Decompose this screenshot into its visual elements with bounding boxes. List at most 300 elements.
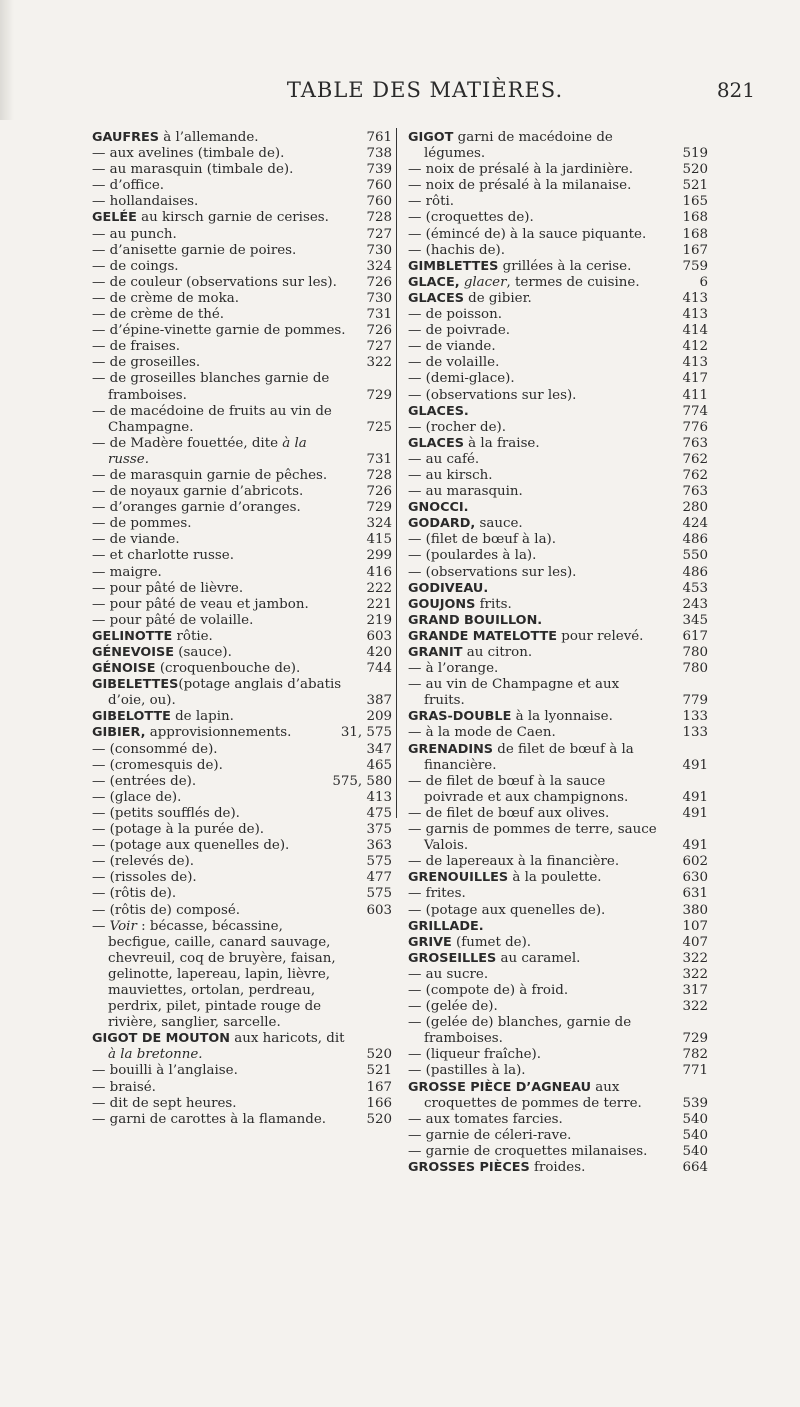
index-entry-label: — (filet de bœuf à la). xyxy=(408,532,557,548)
index-entry-heading: GODIVEAU. xyxy=(408,580,489,596)
index-entry-label: — de poisson. xyxy=(408,307,503,323)
index-entry xyxy=(92,194,392,210)
index-entry-page-ref: 411 xyxy=(682,387,708,403)
index-entry-label: — au punch. xyxy=(92,226,177,242)
index-entry-page-ref: 730 xyxy=(366,290,392,306)
index-entry-text xyxy=(92,886,348,902)
index-entry-heading: GROSSE PIÈCE D’AGNEAU xyxy=(408,1079,592,1095)
index-entry-text xyxy=(408,774,664,806)
index-entry-text xyxy=(408,870,664,886)
index-entry xyxy=(92,339,392,355)
index-entry-text xyxy=(408,645,664,661)
page-number: 821 xyxy=(716,78,755,102)
index-entry-page-ref: 413 xyxy=(682,307,708,323)
index-entry-text xyxy=(92,774,348,790)
index-entry-page-ref: 602 xyxy=(682,854,708,870)
index-entry-label: — de marasquin garnie de pêches. xyxy=(92,467,328,483)
index-entry-page-ref: 729 xyxy=(366,500,392,516)
index-entry xyxy=(408,983,708,999)
index-entry xyxy=(92,806,392,822)
index-entry-label: — au café. xyxy=(408,451,480,467)
index-entry-page-ref: 759 xyxy=(682,258,708,274)
index-entry-text xyxy=(92,323,348,339)
index-entry-page-ref: 165 xyxy=(682,194,708,210)
index-entry-text xyxy=(408,1047,664,1063)
index-entry xyxy=(92,581,392,597)
index-entry xyxy=(92,725,392,741)
index-entry-page-ref: 731 xyxy=(366,451,392,467)
index-entry-text xyxy=(408,983,664,999)
index-entry-text xyxy=(408,339,664,355)
index-entry-text xyxy=(408,307,664,323)
index-entry xyxy=(408,1080,708,1112)
index-entry-label: approvisionnements. xyxy=(145,725,292,741)
index-entry-text xyxy=(408,725,664,741)
index-entry xyxy=(408,371,708,387)
index-entry xyxy=(92,275,392,291)
index-entry-page-ref: 243 xyxy=(682,596,708,612)
index-entry-text xyxy=(408,210,664,226)
index-entry-page-ref: 345 xyxy=(682,612,708,628)
index-entry-label: garni de macédoine de légumes. xyxy=(424,130,613,162)
index-entry-label: — pour pâté de lièvre. xyxy=(92,580,244,596)
index-entry-label: — (observations sur les). xyxy=(408,564,577,580)
index-entry-page-ref: 380 xyxy=(682,902,708,918)
index-entry-text xyxy=(408,822,664,854)
index-entry-page-ref: 727 xyxy=(366,339,392,355)
index-entry xyxy=(408,227,708,243)
index-entry-heading: GELÉE xyxy=(92,210,137,226)
index-entry-page-ref: 486 xyxy=(682,564,708,580)
index-entry-text xyxy=(92,178,348,194)
index-entry-heading: GOUJONS xyxy=(408,596,476,612)
index-entry-page-ref: 774 xyxy=(682,403,708,419)
index-entry-text xyxy=(92,822,348,838)
index-entry-heading: GLACES xyxy=(408,435,464,451)
index-entry-page-ref: 322 xyxy=(682,950,708,966)
index-entry xyxy=(92,404,392,436)
index-entry-label: — de macédoine de fruits au vin de Champagne. xyxy=(92,403,332,435)
index-entry-label: — (rissoles de). xyxy=(92,870,197,886)
index-entry-label: — au kirsch. xyxy=(408,467,493,483)
index-entry-heading: GÉNOISE xyxy=(92,661,156,677)
index-entry-text xyxy=(408,130,664,162)
index-entry-text xyxy=(408,629,664,645)
index-entry-page-ref: 540 xyxy=(682,1143,708,1159)
index-entry-italic: à la russe. xyxy=(108,435,307,467)
index-entry-page-ref: 416 xyxy=(366,564,392,580)
index-entry-text xyxy=(408,951,664,967)
index-entry-label: — (potage aux quenelles de). xyxy=(408,902,606,918)
index-entry xyxy=(408,613,708,629)
index-entry-page-ref: 324 xyxy=(366,516,392,532)
index-entry xyxy=(92,532,392,548)
index-entry-label: — (liqueur fraîche). xyxy=(408,1047,541,1063)
index-entry-text xyxy=(92,339,348,355)
index-entry-text xyxy=(92,548,348,564)
index-entry-page-ref: 417 xyxy=(682,371,708,387)
index-entry-label: de gibier. xyxy=(463,290,532,306)
index-entry-text xyxy=(408,742,664,774)
index-entry xyxy=(408,967,708,983)
index-entry xyxy=(92,613,392,629)
index-entry-page-ref: 324 xyxy=(366,258,392,274)
index-entry-heading: GAUFRES xyxy=(92,130,159,145)
index-entry xyxy=(92,565,392,581)
index-entry-page-ref: 728 xyxy=(366,467,392,483)
index-entry-label: — de coings. xyxy=(92,258,179,274)
index-entry-page-ref: 780 xyxy=(682,645,708,660)
index-entry-heading: GLACES. xyxy=(408,403,469,419)
index-entry xyxy=(408,1144,708,1160)
index-entry-label: — aux tomates farcies. xyxy=(408,1111,563,1127)
index-entry-text xyxy=(408,452,664,468)
index-entry xyxy=(408,870,708,886)
index-entry xyxy=(408,194,708,210)
index-entry-label: — frites. xyxy=(408,886,466,902)
index-entry-label: (potage anglais d’abatis d’oie, ou). xyxy=(108,677,342,709)
index-entry-page-ref: 738 xyxy=(366,146,392,162)
index-entry-page-ref: 347 xyxy=(366,741,392,757)
index-entry-text xyxy=(92,1063,348,1079)
index-entry-label-cont: : bécasse, bécassine, becfigue, caille, canard sauvage, chevreuil, coq de bruyère, faisan, gelinotte, lapereau, lapin, lièvre, mauviettes, ortolan, perdreau, perdrix, pilet, pintade rouge de rivière, sanglier, sarcelle. xyxy=(108,918,336,1031)
index-entry xyxy=(92,790,392,806)
index-entry xyxy=(408,436,708,452)
index-entry-text xyxy=(92,1096,348,1112)
index-entry-heading: GLACES xyxy=(408,290,464,306)
index-entry-text xyxy=(408,1080,664,1112)
index-entry xyxy=(408,709,708,725)
index-entry-page-ref: 725 xyxy=(366,419,392,435)
index-entry-label: — noix de présalé à la jardinière. xyxy=(408,162,633,178)
index-entry-label: à la fraise. xyxy=(463,435,540,451)
index-entry-label: — (compote de) à froid. xyxy=(408,982,569,998)
index-entry-page-ref: 413 xyxy=(682,290,708,306)
index-entry-label: de lapin. xyxy=(170,709,234,725)
index-entry-text xyxy=(408,548,664,564)
index-entry-heading: GELINOTTE xyxy=(92,628,173,644)
index-entry-label: — de lapereaux à la financière. xyxy=(408,854,620,870)
index-entry-page-ref: 760 xyxy=(366,178,392,194)
index-entry xyxy=(408,645,708,661)
index-entry-label: — de viande. xyxy=(92,532,180,548)
index-entry xyxy=(408,774,708,806)
index-entry xyxy=(408,404,708,420)
index-entry-heading: GRILLADE. xyxy=(408,918,484,934)
index-entry-text xyxy=(92,661,348,677)
index-entry-label: — maigre. xyxy=(92,564,162,580)
index-entry-page-ref: 133 xyxy=(682,709,708,725)
index-entry-text xyxy=(92,709,348,725)
index-entry-label: pour relevé. xyxy=(556,628,644,644)
index-entry-heading: GRENOUILLES xyxy=(408,870,509,886)
index-entry xyxy=(408,259,708,275)
index-entry-label: frits. xyxy=(475,596,512,612)
index-entry xyxy=(408,130,708,162)
index-entry-label: — garnis de pommes de terre, sauce Valois. xyxy=(408,822,657,854)
index-entry-label: — garnie de céleri-rave. xyxy=(408,1127,572,1143)
index-entry xyxy=(92,436,392,468)
index-entry-label: — de filet de bœuf aux olives. xyxy=(408,805,610,821)
index-entry-italic: glacer xyxy=(463,274,507,290)
index-entry-page-ref: 575 xyxy=(366,886,392,902)
index-entry-label: — à l’orange. xyxy=(408,661,499,677)
index-entry-label: à la poulette. xyxy=(508,870,602,886)
index-entry-heading: GÉNEVOISE xyxy=(92,645,174,660)
index-entry-page-ref: 209 xyxy=(366,709,392,725)
index-entry xyxy=(92,259,392,275)
scan-edge-shadow xyxy=(0,0,14,120)
index-entry xyxy=(408,1112,708,1128)
index-entry-page-ref: 763 xyxy=(682,484,708,500)
index-entry-text xyxy=(408,597,664,613)
index-entry-page-ref: 520 xyxy=(682,162,708,178)
index-entry xyxy=(408,1128,708,1144)
index-entry xyxy=(408,1063,708,1079)
index-entry-text xyxy=(92,1031,348,1063)
index-entry-page-ref: 727 xyxy=(366,226,392,242)
index-entry-text xyxy=(408,516,664,532)
index-entry-text xyxy=(408,484,664,500)
index-entry-page-ref: 322 xyxy=(682,999,708,1015)
index-entry xyxy=(92,243,392,259)
index-entry-heading: GRIVE xyxy=(408,934,452,950)
index-entry-page-ref: 420 xyxy=(366,645,392,660)
index-entry-text xyxy=(92,243,348,259)
index-entry xyxy=(92,870,392,886)
index-entry-label: aux haricots, dit xyxy=(229,1031,345,1047)
index-entry-text xyxy=(408,581,664,597)
index-entry-page-ref: 491 xyxy=(682,805,708,821)
index-entry-label: — de couleur (observations sur les). xyxy=(92,274,337,290)
index-entry-text xyxy=(92,404,348,436)
index-entry-text xyxy=(408,323,664,339)
index-entry-page-ref: 550 xyxy=(682,548,708,564)
index-entry-text xyxy=(408,854,664,870)
index-entry-page-ref: 726 xyxy=(366,274,392,290)
index-entry-label: — noix de présalé à la milanaise. xyxy=(408,178,632,194)
column-divider xyxy=(396,128,397,818)
index-entry-heading: GRANIT xyxy=(408,645,463,660)
index-entry xyxy=(408,725,708,741)
index-entry-page-ref: 539 xyxy=(682,1095,708,1111)
index-entry xyxy=(408,532,708,548)
index-entry xyxy=(92,854,392,870)
index-entry-label: — dit de sept heures. xyxy=(92,1095,237,1111)
index-entry-label: — de crème de thé. xyxy=(92,307,225,323)
index-entry-page-ref: 730 xyxy=(366,242,392,258)
index-entry-page-ref: 424 xyxy=(682,516,708,532)
index-entry-label: — braisé. xyxy=(92,1079,156,1095)
index-entry-page-ref: 744 xyxy=(366,661,392,677)
index-entry-heading: GRAND BOUILLON. xyxy=(408,612,543,628)
index-entry xyxy=(92,371,392,403)
index-entry-text xyxy=(408,532,664,548)
index-entry-text xyxy=(92,162,348,178)
index-entry-label: — (petits soufflés de). xyxy=(92,805,240,821)
index-entry-page-ref: 729 xyxy=(366,387,392,403)
index-entry-text xyxy=(92,500,348,516)
index-entry xyxy=(92,516,392,532)
index-entry-text xyxy=(92,1112,348,1128)
index-entry-text xyxy=(92,468,348,484)
index-entry-text xyxy=(92,919,348,1032)
index-entry xyxy=(408,291,708,307)
index-entry-text xyxy=(92,516,348,532)
index-entry-page-ref: 731 xyxy=(366,307,392,323)
index-entry-page-ref: 465 xyxy=(366,757,392,773)
index-entry-label: (croquenbouche de). xyxy=(155,661,301,677)
index-entry-label: — aux avelines (timbale de). xyxy=(92,146,285,162)
index-entry xyxy=(92,709,392,725)
index-entry-text xyxy=(408,1063,664,1079)
index-entry-label: — (cromesquis de). xyxy=(92,757,223,773)
index-entry xyxy=(92,1063,392,1079)
index-entry-page-ref: 6 xyxy=(699,274,708,290)
index-entry-text xyxy=(408,227,664,243)
index-entry-page-ref: 491 xyxy=(682,789,708,805)
index-entry-page-ref: 407 xyxy=(682,934,708,950)
index-entry xyxy=(92,903,392,919)
index-entry xyxy=(408,919,708,935)
index-entry-label: — garni de carottes à la flamande. xyxy=(92,1111,327,1127)
index-entry-text xyxy=(92,742,348,758)
index-entry-label: — (entrées de). xyxy=(92,773,197,789)
index-entry xyxy=(92,822,392,838)
index-entry-page-ref: 167 xyxy=(366,1079,392,1095)
index-entry-page-ref: 520 xyxy=(366,1047,392,1063)
index-entry-heading: GNOCCI. xyxy=(408,500,469,516)
index-entry-page-ref: 491 xyxy=(682,838,708,854)
index-entry-text xyxy=(408,388,664,404)
index-entry-page-ref: 166 xyxy=(366,1095,392,1111)
index-entry-label: — (gelée de). xyxy=(408,999,498,1015)
index-entry-heading: GLACE, xyxy=(408,274,460,290)
index-entry-label: — bouilli à l’anglaise. xyxy=(92,1063,238,1079)
index-entry-text xyxy=(408,1112,664,1128)
index-entry-label: — (glace de). xyxy=(92,789,182,805)
index-entry-label: — et charlotte russe. xyxy=(92,548,234,564)
index-entry xyxy=(408,822,708,854)
index-entry xyxy=(408,886,708,902)
index-entry xyxy=(408,951,708,967)
index-entry-text xyxy=(92,581,348,597)
index-entry-text xyxy=(92,484,348,500)
index-entry-page-ref: 280 xyxy=(682,500,708,516)
index-entry-text xyxy=(408,967,664,983)
index-entry-heading: GIGOT DE MOUTON xyxy=(92,1031,230,1047)
index-entry-text xyxy=(408,903,664,919)
index-entry xyxy=(408,420,708,436)
index-entry-text xyxy=(92,565,348,581)
index-entry xyxy=(408,178,708,194)
index-entry xyxy=(408,629,708,645)
index-entry-text xyxy=(408,162,664,178)
index-entry-label: au caramel. xyxy=(496,950,581,966)
index-entry-page-ref: 387 xyxy=(366,693,392,709)
index-entry-text xyxy=(92,436,348,468)
index-entry-page-ref: 168 xyxy=(682,210,708,226)
index-entry xyxy=(92,227,392,243)
index-entry-italic: à la bretonne. xyxy=(108,1047,203,1063)
index-entry-label: à la lyonnaise. xyxy=(511,709,613,725)
index-entry-page-ref: 540 xyxy=(682,1111,708,1127)
index-entry-text xyxy=(92,790,348,806)
index-entry-label: — de pommes. xyxy=(92,516,192,532)
index-entry-page-ref: 317 xyxy=(682,982,708,998)
index-entry xyxy=(92,1080,392,1096)
index-entry xyxy=(408,388,708,404)
index-entry-page-ref: 31, 575 xyxy=(340,725,392,741)
index-entry-heading: GIBELETTES xyxy=(92,677,179,693)
index-entry-label: — (émincé de) à la sauce piquante. xyxy=(408,226,647,242)
index-entry-page-ref: 726 xyxy=(366,484,392,500)
index-entry-heading: GRANDE MATELOTTE xyxy=(408,628,557,644)
index-entry xyxy=(408,484,708,500)
index-entry-text xyxy=(92,532,348,548)
index-entry xyxy=(92,629,392,645)
index-entry xyxy=(92,838,392,854)
index-entry-label: — de Madère fouettée, dite xyxy=(92,435,283,451)
index-entry-label: — pour pâté de volaille. xyxy=(92,612,254,628)
index-entry-label: sauce. xyxy=(475,516,523,532)
index-entry-label: — de viande. xyxy=(408,339,496,355)
index-entry-text xyxy=(408,1144,664,1160)
index-entry-page-ref: 776 xyxy=(682,419,708,435)
index-entry-text xyxy=(408,661,664,677)
index-entry-page-ref: 168 xyxy=(682,226,708,242)
index-entry-text xyxy=(92,645,348,661)
index-entry-text xyxy=(92,146,348,162)
index-entry-page-ref: 603 xyxy=(366,902,392,918)
index-entry-page-ref: 375 xyxy=(366,822,392,838)
index-entry xyxy=(92,162,392,178)
index-entry-heading: GROSEILLES xyxy=(408,950,497,966)
index-entry xyxy=(408,999,708,1015)
index-entry-text xyxy=(408,677,664,709)
index-entry-label: — d’épine-vinette garnie de pommes. xyxy=(92,323,346,339)
index-entry-page-ref: 763 xyxy=(682,435,708,451)
index-entry-label: — de noyaux garnie d’abricots. xyxy=(92,484,304,500)
index-entry xyxy=(92,1096,392,1112)
index-entry-page-ref: 415 xyxy=(366,532,392,548)
index-entry-text xyxy=(408,275,664,291)
index-entry-text xyxy=(408,468,664,484)
index-entry xyxy=(92,291,392,307)
index-entry xyxy=(408,339,708,355)
index-entry-text xyxy=(408,999,664,1015)
index-entry-text xyxy=(92,677,348,709)
index-entry xyxy=(92,1031,392,1063)
index-entry xyxy=(92,130,392,146)
index-entry-label: — (rocher de). xyxy=(408,419,507,435)
index-entry-heading: GROSSES PIÈCES xyxy=(408,1160,530,1175)
index-entry xyxy=(92,146,392,162)
index-entry-label: — pour pâté de veau et jambon. xyxy=(92,596,309,612)
index-entry-text xyxy=(408,935,664,951)
index-column-right xyxy=(408,130,708,1176)
index-entry xyxy=(408,1015,708,1047)
index-entry-heading: GIGOT xyxy=(408,130,454,145)
index-entry xyxy=(408,500,708,516)
index-entry-page-ref: 521 xyxy=(682,178,708,194)
index-entry-text xyxy=(92,291,348,307)
index-entry xyxy=(92,758,392,774)
index-entry-text xyxy=(92,854,348,870)
index-entry xyxy=(408,854,708,870)
index-entry xyxy=(408,742,708,774)
index-entry-page-ref: 413 xyxy=(366,789,392,805)
